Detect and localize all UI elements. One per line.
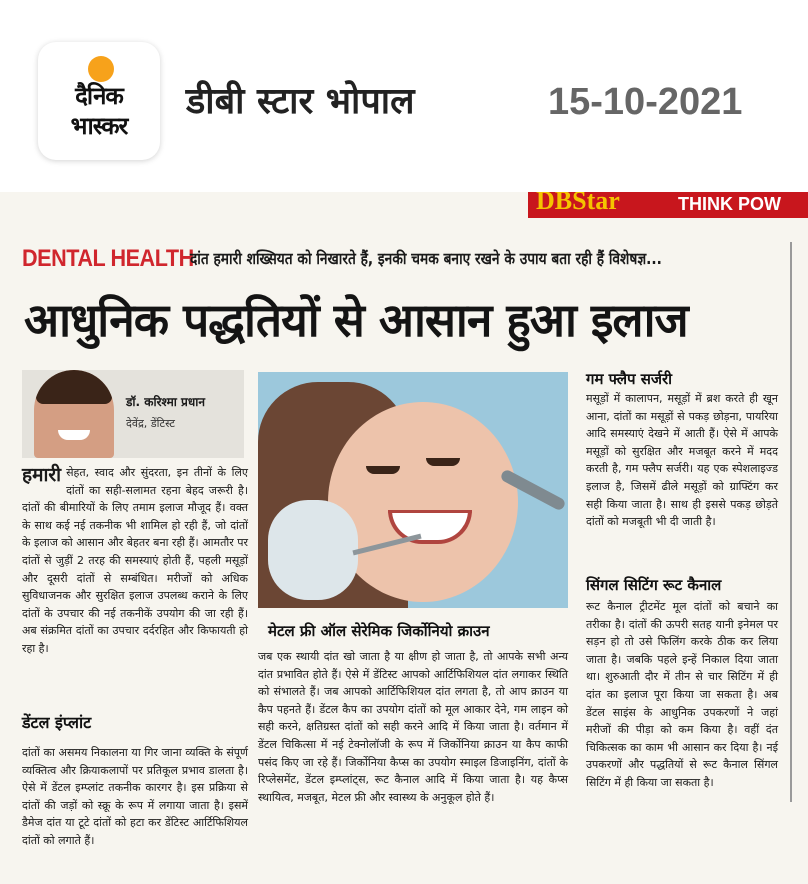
author-photo — [34, 370, 114, 458]
section-tag: DENTAL HEALTH — [22, 245, 194, 272]
section-subtitle: दांत हमारी शख्सियत को निखारते हैं, इनकी चमक बनाए रखने के उपाय बता रही हैं विशेषज्ञ... — [190, 249, 662, 268]
logo-text-line2: भास्कर — [70, 112, 128, 140]
author-photo-smile — [58, 430, 90, 440]
author-name: डॉ. करिश्मा प्रधान — [126, 395, 206, 409]
intro-text: सेहत, स्वाद और सुंदरता, इन तीनों के लिए दांतों का सही-सलामत रहना बेहद जरूरी है। दांतों की बीमारियों के लिए तमाम इलाज मौजूद हैं। वक्त के साथ कई नई तकनीक भी शामिल हो रही हैं, जो दांतों के इलाज को आसान और बेहतर बना रही हैं। आमतौर पर दांतों से जुड़ीं 2 तरह की समस्याएं होती हैं, पहली मसूड़ों और दूसरी दांतों से सम्बंधित। मरीजों को अधिक सुविधाजनक और सुरक्षित इलाज उपलब्ध कराने के लिए दांतों के उपचार की नई तकनीकें उपयोग की जा रही हैं। अब संक्रमित दांतों का उपचार दर्दरहित और किफायती हो रहा है। — [22, 466, 248, 655]
photo-eye-right — [426, 458, 460, 466]
gum-flap-text: मसूड़ों में कालापन, मसूड़ों में ब्रश करते ही खून आना, दांतों का मसूड़ों से पकड़ छोड़ना, पायरिया आदि समस्याएं देखने में आती हैं। ऐसे में आपके मसूड़ों को सुरक्षित और मजबूत करने में मदद करती है, गम फ्लैप सर्जरी। यह एक स्पेशलाइज्ड इलाज है, जिसमें ढीले मसूड़ों को ग्राफ्टिंग कर सही किया जाता है। साथ ही इससे पकड़ छोड़ते दांतों को मजबूती भी दी जाती है। — [586, 392, 778, 529]
edition-date: 15-10-2021 — [548, 81, 743, 123]
author-box — [22, 370, 244, 458]
photo-eye-left — [366, 466, 400, 474]
edition-title: डीबी स्टार भोपाल — [186, 81, 415, 122]
dbstar-slogan: THINK POW — [678, 194, 781, 214]
gum-flap-heading: गम फ्लैप सर्जरी — [586, 370, 673, 388]
headline: आधुनिक पद्धतियों से आसान हुआ इलाज — [24, 293, 688, 347]
author-designation: देवेंद्र, डेंटिस्ट — [126, 417, 175, 430]
photo-face — [328, 402, 518, 602]
implant-text: दांतों का असमय निकालना या गिर जाना व्यक्ति के संपूर्ण व्यक्तित्व और क्रियाकलापों पर प्रतिकूल प्रभाव डालता है। ऐसे में डेंटल इम्प्लांट तकनीक कारगर है। इस प्रक्रिया से दांतों की जड़ों को स्क्रू के रूप में लगाया जाता है। इसमें डैमेज दांत या टूटे दांतों को हटा कर डेंटिस्ट आर्टिफिशियल दांतों को लगाते हैं। — [22, 746, 248, 847]
author-photo-hair — [36, 370, 112, 404]
photo-glove — [268, 500, 358, 600]
newspaper-clipping[interactable] — [0, 192, 808, 884]
dental-patient-photo — [258, 372, 568, 608]
dbstar-banner — [528, 192, 808, 218]
crown-text: जब एक स्थायी दांत खो जाता है या क्षीण हो जाता है, तो आपके सभी अन्य दांत प्रभावित होते हैं। ऐसे में डेंटिस्ट आपको आर्टिफिशियल दांत लगाकर स्थिति को संभालते हैं। जब आपको आर्टिफिशियल दांत लगता है, तो आप क्राउन या कैप पहनते हैं। डेंटल कैप का उपयोग दांतों को मूल आकार देने, गम लाइन को सही करने, क्षतिग्रस्त दांतों को सही करने आदि में किया जाता है। वर्तमान में डेंटल चिकित्सा में नई टेक्नोलॉजी के रूप में जिर्कोनिया क्राउन या कैप काफी पसंद किए जा रहे हैं। जिर्कोनिया कैप्स का उपयोग स्माइल डिजाइनिंग, दांतों के रिप्लेसमेंट, डेंटल इम्प्लांट्स, रूट कैनाल आदि में किया जाता है। यह कैप्स स्थायित्व, मजबूत, मेटल फ्री और स्वास्थ्य के अनुकूल होते हैं। — [258, 650, 568, 804]
crown-heading: मेटल फ्री ऑल सेरेमिक जिर्कोनियो क्राउन — [268, 622, 490, 640]
root-canal-text: रूट कैनाल ट्रीटमेंट मूल दांतों को बचाने का तरीका है। दांतों की ऊपरी सतह यानी इनेमल पर सड़न हो तो उसे फिलिंग करके ठीक कर लिया जाता है। जबकि पहले इन्हें निकाल दिया जाता था। शुरुआती दौर में तीन से चार सिटिंग में ही दांत का इलाज पूरा किया जा सकता है। अब डेंटल साइंस के आधुनिक उपकरणों ने जहां मरीजों की पीड़ा को कम किया है। वहीं दंत चिकित्सक का काम भी आसान कर दिया है। नई उपकरणों और पद्धतियों से रूट कैनाल सिंगल सिटिंग में ही किया जा सकता है। — [586, 600, 778, 789]
intro-paragraph — [22, 464, 248, 658]
root-canal-heading: सिंगल सिटिंग रूट कैनाल — [586, 576, 722, 594]
logo-text-line1: दैनिक — [75, 82, 123, 110]
dainik-bhaskar-logo[interactable] — [38, 42, 160, 160]
dbstar-brand: DBStar — [536, 192, 620, 215]
column-divider — [790, 242, 792, 802]
sun-icon — [88, 56, 114, 82]
app-header — [0, 0, 808, 190]
implant-heading: डेंटल इंप्लांट — [22, 713, 92, 732]
intro-lead-word: हमारी — [22, 464, 62, 486]
